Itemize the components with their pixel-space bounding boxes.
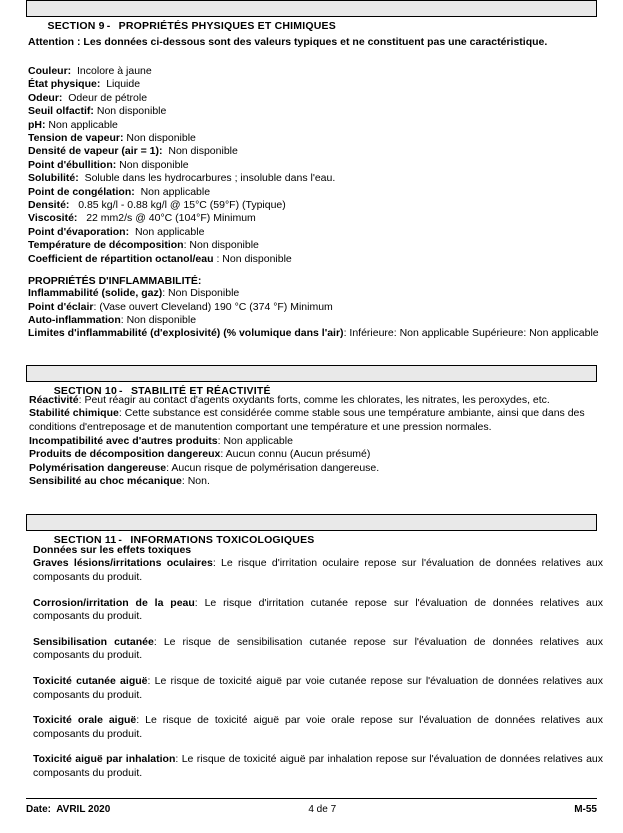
property-value: Non disponible — [168, 145, 238, 158]
property-label: Solubilité: — [28, 172, 79, 185]
stability-row — [29, 462, 602, 476]
property-value: Non applicable — [48, 118, 118, 131]
property-value: 0.85 kg/l - 0.88 kg/l @ 15°C (59°F) (Typique) — [78, 199, 286, 212]
section-10-header-wrap — [26, 365, 597, 397]
stability-label: Polymérisation dangereuse — [29, 461, 167, 474]
section-10-number: SECTION 10 — [53, 384, 117, 397]
section-11-header-wrap — [26, 514, 597, 546]
property-row — [28, 105, 597, 118]
toxicity-value: : Le risque d'irritation oculaire repose sur l'évaluation de données relatives aux composants du produit. — [33, 557, 603, 584]
stability-label: Stabilité chimique — [29, 407, 119, 420]
stability-value: : Peut réagir au contact d'agents oxydants forts, comme les chlorates, les nitrates, les peroxydes, etc. — [78, 393, 550, 406]
section-9-dash: - — [106, 20, 111, 32]
flammability-label: Point d'éclair — [28, 300, 94, 313]
property-value: Non applicable — [140, 185, 211, 198]
toxicity-label: Sensibilisation cutanée — [33, 635, 154, 648]
stability-value: : Cette substance est considérée comme stable sous une température ambiante, ainsi que dans des conditions d'entreposage et de manutention comportant une température et une pression normales. — [29, 407, 585, 433]
property-row — [28, 212, 597, 225]
property-label: Densité de vapeur (air = 1): — [28, 145, 163, 158]
property-value: 22 mm2/s @ 40°C (104°F) Minimum — [86, 212, 256, 225]
flammability-properties-title: PROPRIÉTÉS D'INFLAMMABILITÉ: — [28, 275, 202, 288]
physical-properties-list — [28, 65, 597, 266]
property-value: Non disponible — [119, 158, 189, 171]
toxicity-label: Toxicité cutanée aiguë — [33, 675, 148, 688]
stability-row — [29, 407, 602, 434]
property-value: Incolore à jaune — [77, 65, 152, 77]
stability-row — [29, 435, 602, 449]
toxicity-value: : Le risque de toxicité aiguë par inhalation repose sur l'évaluation de données relatives aux composants du produit. — [33, 753, 603, 779]
toxic-effects-heading: Données sur les effets toxiques — [33, 543, 192, 556]
property-row — [28, 226, 597, 239]
property-label: Couleur: — [28, 65, 72, 77]
toxicity-value: : Le risque de toxicité aiguë par voie cutanée repose sur l'évaluation de données relatives aux composants du produit. — [33, 675, 603, 701]
flammability-row — [28, 327, 601, 340]
flammability-value: : Non disponible — [120, 313, 197, 326]
footer-page-number: 4 de 7 — [308, 804, 337, 815]
property-value: Non applicable — [134, 225, 205, 238]
property-row — [28, 253, 597, 266]
stability-value: : Non. — [181, 475, 210, 488]
property-label: Densité: — [28, 199, 70, 212]
flammability-row — [28, 301, 597, 314]
property-value: : Non disponible — [213, 252, 292, 265]
section-11-dash: - — [118, 533, 123, 546]
stability-label: Sensibilité au choc mécanique — [29, 475, 182, 488]
property-label: État physique: — [28, 78, 101, 91]
property-value: Odeur de pétrole — [68, 91, 148, 104]
property-row — [28, 172, 597, 185]
section-11-header — [26, 514, 597, 546]
toxicity-value: : Le risque de sensibilisation cutanée repose sur l'évaluation de données relatives aux composants du produit. — [33, 635, 603, 662]
property-label: pH: — [28, 118, 46, 131]
stability-label: Réactivité — [29, 393, 79, 406]
toxicity-row — [33, 597, 603, 624]
property-value: Soluble dans les hydrocarbures ; insoluble dans l'eau. — [84, 172, 336, 185]
flammability-row — [28, 287, 597, 300]
toxicity-row — [33, 714, 603, 741]
flammability-row — [28, 314, 597, 327]
stability-row — [29, 448, 602, 462]
property-row — [28, 159, 597, 172]
property-row — [28, 145, 597, 158]
section-10-dash: - — [119, 384, 123, 397]
stability-row — [29, 394, 602, 408]
property-row — [28, 65, 597, 78]
attention-note: Attention : Les données ci-dessous sont des valeurs typiques et ne constituent pas une caractéristique. — [28, 36, 548, 48]
flammability-properties-list — [28, 287, 597, 341]
toxicity-label: Toxicité orale aiguë — [33, 714, 137, 727]
section-11-body — [33, 544, 603, 781]
stability-value: : Aucun connu (Aucun présumé) — [220, 448, 371, 461]
stability-value: : Non applicable — [217, 434, 293, 447]
stability-label: Incompatibilité avec d'autres produits — [29, 434, 218, 447]
flammability-label: Inflammabilité (solide, gaz) — [28, 287, 163, 300]
flammability-value: : (Vase ouvert Cleveland) 190 °C (374 °F) Minimum — [93, 300, 333, 313]
property-value: Non disponible — [96, 105, 167, 118]
property-row — [28, 92, 597, 105]
section-11-number: SECTION 11 — [53, 533, 117, 546]
toxicity-label: Corrosion/irritation de la peau — [33, 596, 195, 609]
section-9-header — [26, 0, 597, 32]
flammability-label: Auto-inflammation — [28, 313, 121, 326]
toxicity-label: Toxicité aiguë par inhalation — [33, 753, 176, 766]
property-row — [28, 186, 597, 199]
section-10-header — [26, 365, 597, 397]
property-row — [28, 119, 597, 132]
section-10-body — [29, 394, 602, 489]
stability-label: Produits de décomposition dangereux — [29, 448, 221, 461]
footer-divider — [26, 798, 597, 799]
property-label: Tension de vapeur: — [28, 132, 124, 145]
property-value: : Non disponible — [183, 239, 259, 252]
property-row — [28, 239, 597, 252]
property-row — [28, 78, 597, 91]
toxicity-row — [33, 753, 603, 780]
toxicity-label: Graves lésions/irritations oculaires — [33, 557, 213, 570]
property-value: Non disponible — [126, 132, 196, 145]
page-footer — [26, 798, 597, 815]
toxicity-row — [33, 557, 603, 584]
property-label: Coefficient de répartition octanol/eau — [28, 252, 214, 265]
toxicity-row — [33, 636, 603, 663]
property-row — [28, 132, 597, 145]
section-9-number: SECTION 9 — [47, 20, 105, 32]
property-value: Liquide — [106, 78, 141, 91]
flammability-label: Limites d'inflammabilité (d'explosivité) (% volumique dans l'air) — [28, 327, 344, 340]
flammability-value: : Non Disponible — [162, 287, 240, 300]
section-10-title: STABILITÉ ET RÉACTIVITÉ — [130, 384, 271, 397]
property-label: Odeur: — [28, 91, 63, 104]
stability-value: : Aucun risque de polymérisation dangereuse. — [166, 461, 380, 474]
property-label: Viscosité: — [28, 212, 78, 225]
toxicity-row — [33, 675, 603, 702]
property-row — [28, 199, 597, 212]
flammability-value: : Inférieure: Non applicable Supérieure: Non applicable — [343, 327, 599, 340]
footer-date: Date: AVRIL 2020 — [26, 804, 111, 815]
property-label: Point d'évaporation: — [28, 225, 130, 238]
stability-row — [29, 475, 602, 489]
footer-row — [26, 804, 597, 815]
property-label: Point de congélation: — [28, 185, 135, 198]
toxicity-value: : Le risque de toxicité aiguë par voie orale repose sur l'évaluation de données relatives aux composants du produit. — [33, 714, 603, 740]
property-label: Point d'ébullition: — [28, 158, 117, 171]
section-9-title: PROPRIÉTÉS PHYSIQUES ET CHIMIQUES — [118, 20, 336, 32]
property-label: Seuil olfactif: — [28, 105, 94, 118]
section-11-title: INFORMATIONS TOXICOLOGIQUES — [130, 533, 315, 546]
toxicity-value: : Le risque d'irritation cutanée repose sur l'évaluation de données relatives aux composants du produit. — [33, 596, 603, 623]
footer-document-code: M-55 — [574, 804, 597, 815]
property-label: Température de décomposition — [28, 239, 184, 252]
